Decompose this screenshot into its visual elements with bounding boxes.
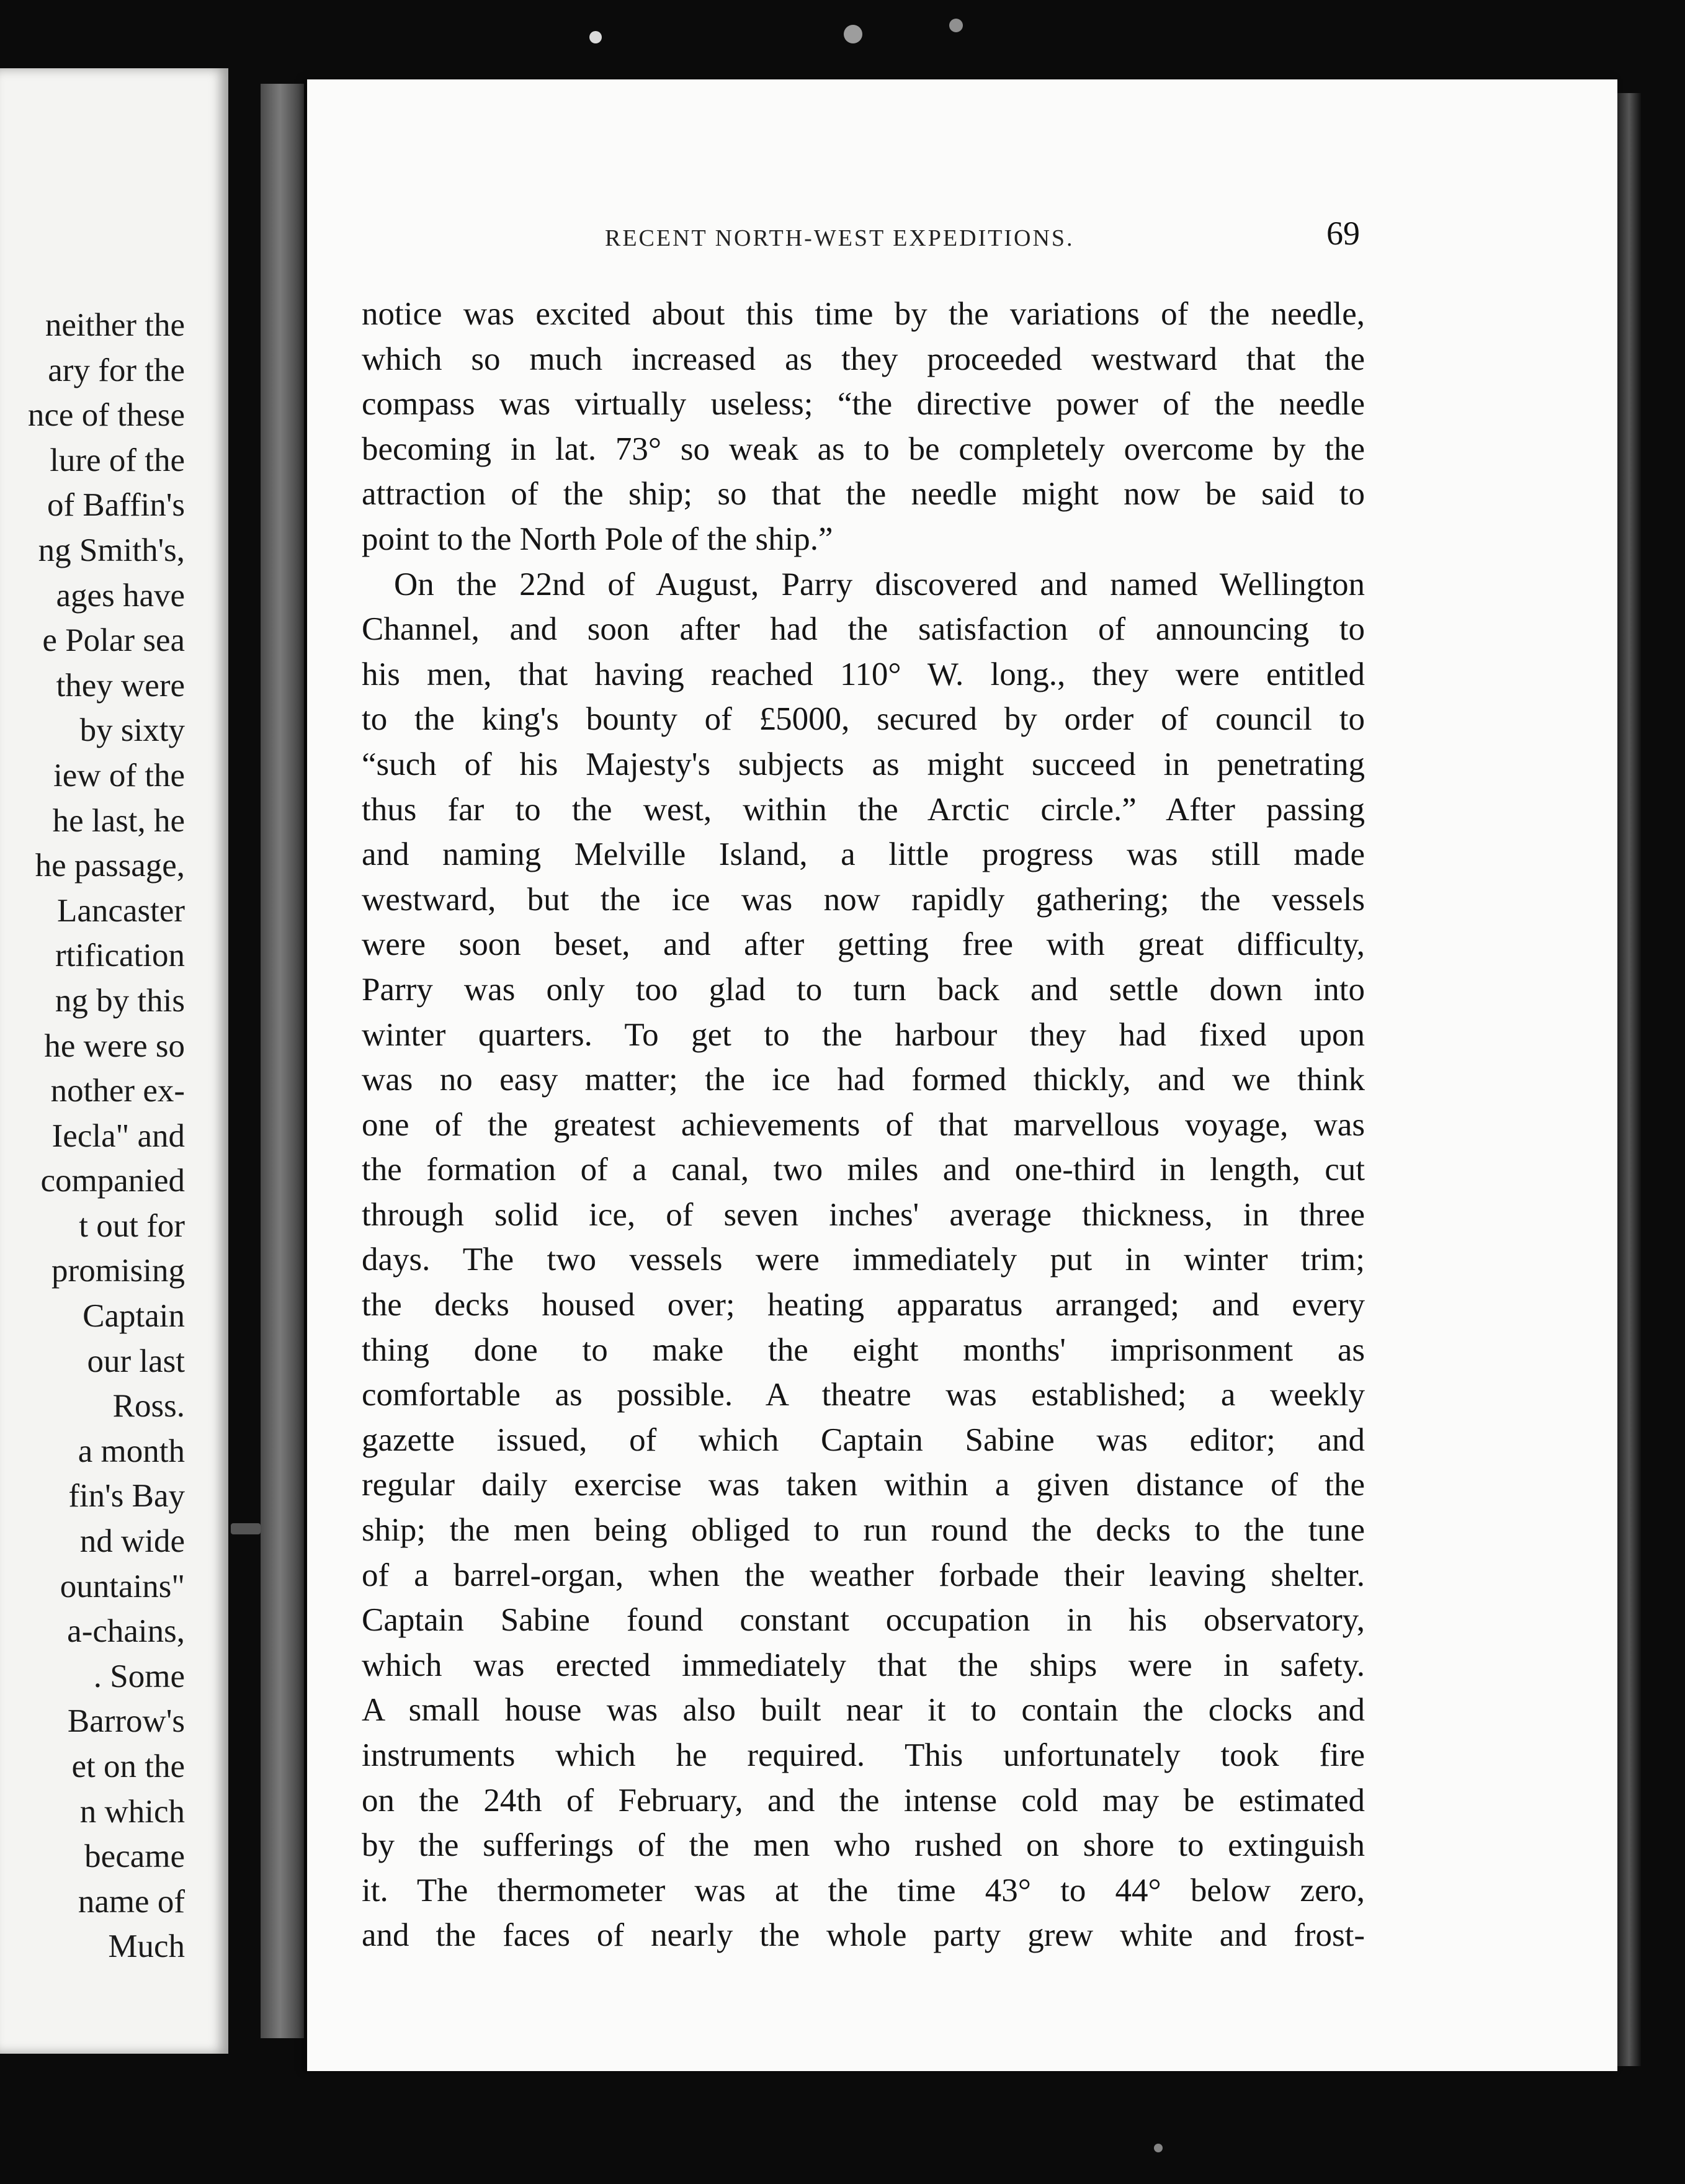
facing-page-line: Barrow's: [67, 1703, 185, 1740]
text-line: comfortable as possible. A theatre was established; a weekly: [362, 1377, 1365, 1413]
scan-speck: [589, 31, 602, 43]
text-line: and the faces of nearly the whole party grew white and frost-: [362, 1917, 1365, 1954]
facing-page-line: fin's Bay: [68, 1478, 185, 1515]
text-line: through solid ice, of seven inches' average thickness, in three: [362, 1196, 1365, 1233]
facing-page-line: iew of the: [53, 757, 185, 794]
text-line: A small house was also built near it to contain the clocks and: [362, 1692, 1365, 1729]
facing-page-line: lure of the: [50, 442, 185, 478]
scan-speck: [949, 19, 963, 32]
facing-page-line: Captain: [83, 1298, 185, 1335]
text-line: his men, that having reached 110° W. long., they were entitled: [362, 656, 1365, 692]
scan-speck: [1154, 2144, 1163, 2152]
facing-page-line: . Some: [93, 1658, 185, 1694]
facing-page-line: ary for the: [48, 352, 185, 388]
text-line: by the sufferings of the men who rushed on shore to extinguish: [362, 1827, 1365, 1864]
text-line: thus far to the west, within the Arctic circle.” After passing: [362, 791, 1365, 828]
facing-page-line: ng Smith's,: [38, 532, 185, 568]
facing-page-line: promising: [51, 1253, 185, 1289]
facing-page-line: et on the: [71, 1748, 185, 1784]
facing-page-line: name of: [78, 1883, 185, 1920]
text-line: of a barrel-organ, when the weather forbade their leaving shelter.: [362, 1557, 1365, 1593]
text-line: were soon beset, and after getting free with great difficulty,: [362, 926, 1365, 963]
book-gutter: [261, 84, 304, 2038]
text-line: On the 22nd of August, Parry discovered and named Wellington: [394, 566, 1365, 602]
text-line: the formation of a canal, two miles and one-third in length, cut: [362, 1152, 1365, 1188]
text-line: ship; the men being obliged to run round the decks to the tune: [362, 1512, 1365, 1549]
facing-page-line: a-chains,: [67, 1613, 185, 1650]
facing-page-line: ages have: [56, 577, 185, 614]
facing-page-line: our last: [87, 1343, 185, 1379]
facing-page-line: they were: [56, 667, 185, 704]
facing-page-line: e Polar sea: [42, 622, 185, 659]
text-line: Captain Sabine found constant occupation in his observatory,: [362, 1602, 1365, 1639]
text-line: and naming Melville Island, a little progress was still made: [362, 836, 1365, 873]
text-line: one of the greatest achievements of that marvellous voyage, was: [362, 1106, 1365, 1143]
facing-page-line: n which: [79, 1793, 185, 1830]
facing-page-line: nd wide: [79, 1523, 185, 1560]
facing-page: [0, 68, 228, 2054]
facing-page-line: ountains": [60, 1568, 185, 1604]
binding-clip: [231, 1523, 261, 1534]
text-line: compass was virtually useless; “the directive power of the needle: [362, 386, 1365, 423]
facing-page-line: nother ex-: [50, 1073, 185, 1109]
page-number: 69: [1326, 215, 1360, 252]
facing-page-line: t out for: [79, 1207, 185, 1244]
facing-page-line: by sixty: [79, 712, 185, 749]
text-line: Parry was only too glad to turn back and settle down into: [362, 971, 1365, 1008]
running-head: RECENT NORTH-WEST EXPEDITIONS.: [605, 225, 1075, 251]
text-line: notice was excited about this time by the variations of the needle,: [362, 296, 1365, 332]
text-line: gazette issued, of which Captain Sabine was editor; and: [362, 1421, 1365, 1458]
text-line: thing done to make the eight months' imprisonment as: [362, 1331, 1365, 1368]
text-line: on the 24th of February, and the intense cold may be estimated: [362, 1782, 1365, 1819]
body-text: [362, 292, 1365, 1958]
text-line: becoming in lat. 73° so weak as to be completely overcome by the: [362, 431, 1365, 467]
text-line: days. The two vessels were immediately put in winter trim;: [362, 1242, 1365, 1278]
text-line: was no easy matter; the ice had formed thickly, and we think: [362, 1062, 1365, 1098]
text-line: which so much increased as they proceeded westward that the: [362, 341, 1365, 377]
text-line: “such of his Majesty's subjects as might succeed in penetrating: [362, 746, 1365, 782]
text-line: winter quarters. To get to the harbour they had fixed upon: [362, 1016, 1365, 1053]
facing-page-line: neither the: [45, 307, 185, 343]
facing-page-line: ng by this: [55, 982, 185, 1019]
facing-page-line: rtification: [55, 938, 185, 974]
page-edge: [1617, 93, 1641, 2066]
facing-page-line: nce of these: [27, 397, 185, 434]
facing-page-line: he last, he: [52, 802, 185, 839]
facing-page-line: companied: [40, 1163, 185, 1199]
facing-page-line: Iecla" and: [51, 1117, 185, 1154]
text-line: attraction of the ship; so that the needle might now be said to: [362, 476, 1365, 512]
facing-page-line: became: [84, 1838, 185, 1875]
text-line: regular daily exercise was taken within a given distance of the: [362, 1467, 1365, 1503]
facing-page-text: [28, 303, 185, 1969]
facing-page-line: of Baffin's: [47, 487, 185, 524]
text-line: which was erected immediately that the ships were in safety.: [362, 1647, 1365, 1683]
text-line: instruments which he required. This unfortunately took fire: [362, 1737, 1365, 1773]
text-line: point to the North Pole of the ship.”: [362, 521, 833, 557]
text-line: westward, but the ice was now rapidly gathering; the vessels: [362, 881, 1365, 918]
text-line: to the king's bounty of £5000, secured by order of council to: [362, 701, 1365, 738]
scan-speck: [844, 25, 862, 43]
facing-page-line: he were so: [44, 1027, 185, 1064]
facing-page-line: Lancaster: [57, 892, 185, 929]
facing-page-line: a month: [78, 1433, 185, 1469]
text-line: it. The thermometer was at the time 43° to 44° below zero,: [362, 1872, 1365, 1909]
facing-page-line: he passage,: [35, 848, 185, 884]
text-line: Channel, and soon after had the satisfaction of announcing to: [362, 611, 1365, 648]
facing-page-line: Much: [108, 1928, 185, 1965]
facing-page-line: Ross.: [112, 1388, 185, 1425]
text-line: the decks housed over; heating apparatus arranged; and every: [362, 1287, 1365, 1323]
